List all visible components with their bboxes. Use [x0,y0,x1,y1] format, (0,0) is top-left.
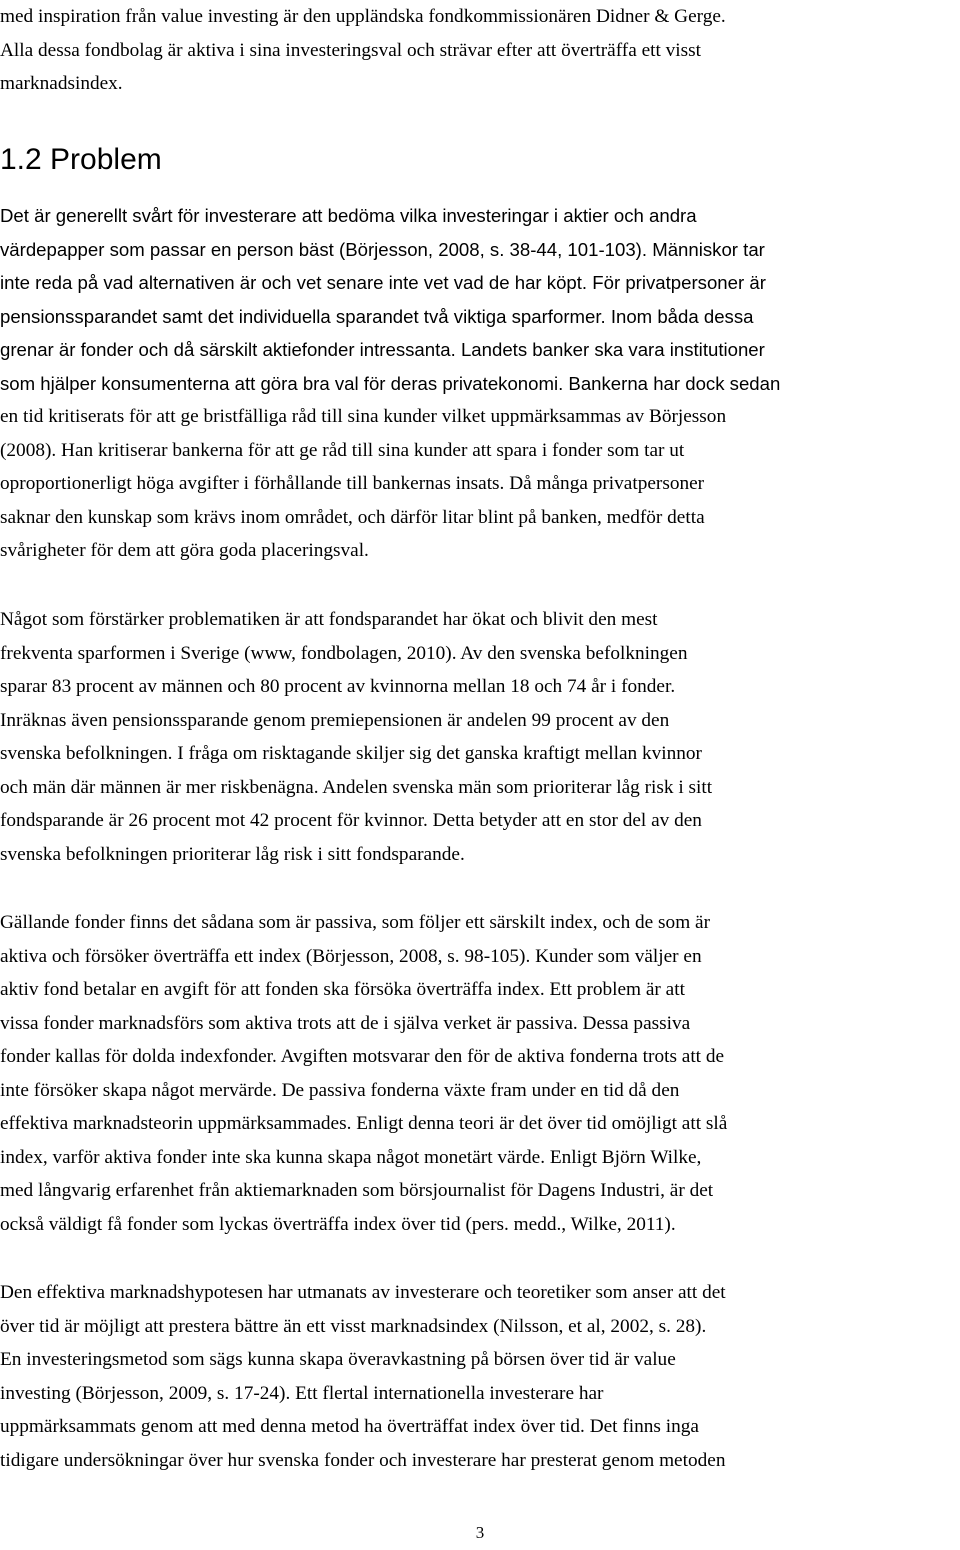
passive-funds-paragraph [0,906,727,1241]
text-line: som hjälper konsumenterna att göra bra val för deras privatekonomi. Bankerna har dock sedan [0,372,781,394]
market-hypothesis-paragraph [0,1276,726,1477]
text-line: Alla dessa fondbolag är aktiva i sina investeringsval och strävar efter att överträffa ett visst [0,39,702,61]
text-line: vissa fonder marknadsförs som aktiva trots att de i själva verket är passiva. Dessa passiva [0,1012,691,1034]
fund-saving-paragraph [0,603,712,871]
text-line: svenska befolkningen prioriterar låg risk i sitt fondsparande. [0,843,465,865]
text-line: aktiv fond betalar en avgift för att fonden ska försöka överträffa index. Ett problem är att [0,979,685,1000]
text-line: pensionssparandet samt det individuella sparandet två viktiga sparformer. Inom båda dessa [0,305,754,327]
text-line: frekventa sparformen i Sverige (www, fondbolagen, 2010). Av den svenska befolkningen [0,642,688,664]
text-line: Inräknas även pensionssparande genom premiepensionen är andelen 99 procent av den [0,709,670,731]
text-line: och män där männen är mer riskbenägna. Andelen svenska män som prioriterar låg risk i sitt [0,776,713,798]
text-line: (2008). Han kritiserar bankerna för att ge råd till sina kunder att spara i fonder som tar ut [0,439,685,461]
page-number: 3 [475,1523,485,1542]
text-line: med långvarig erfarenhet från aktiemarknaden som börsjournalist för Dagens Industri, är det [0,1180,714,1201]
text-line: aktiva och försöker överträffa ett index (Börjesson, 2008, s. 98-105). Kunder som väljer en [0,945,702,967]
problem-paragraph [0,199,780,568]
text-line: inte reda på vad alternativen är och vet senare inte vet vad de har köpt. För privatpersoner är [0,272,766,293]
text-line: svårigheter för dem att göra goda placeringsval. [0,540,369,561]
text-line: fondsparande är 26 procent mot 42 procent för kvinnor. Detta betyder att en stor del av den [0,810,702,831]
text-line: grenar är fonder och då särskilt aktiefonder intressanta. Landets banker ska vara institutioner [0,339,765,360]
text-line: värdepapper som passar en person bäst (Börjesson, 2008, s. 38-44, 101-103). Människor tar [0,238,765,260]
text-line: Den effektiva marknadshypotesen har utmanats av investerare och teoretiker som anser att det [0,1282,726,1303]
text-line: effektiva marknadsteorin uppmärksammades. Enligt denna teori är det över tid omöjligt att slå [0,1113,728,1134]
text-line: en tid kritiserats för att ge bristfälliga råd till sina kunder vilket uppmärksammas av Börjesson [0,406,727,427]
text-line: saknar den kunskap som krävs inom området, och därför litar blint på banken, medför detta [0,506,705,528]
text-line: oproportionerligt höga avgifter i förhållande till bankernas insats. Då många privatpersoner [0,473,705,494]
text-line: tidigare undersökningar över hur svenska fonder och investerare har presterat genom metoden [0,1449,726,1471]
text-line: också väldigt få fonder som lyckas överträffa index över tid (pers. medd., Wilke, 2011). [0,1213,676,1235]
text-line: index, varför aktiva fonder inte ska kunna skapa något monetärt värde. Enligt Björn Wilke, [0,1146,702,1168]
text-line: sparar 83 procent av männen och 80 procent av kvinnorna mellan 18 och 74 år i fonder. [0,676,676,697]
text-line: Något som förstärker problematiken är att fondsparandet har ökat och blivit den mest [0,609,658,630]
text-line: investing (Börjesson, 2009, s. 17-24). Ett flertal internationella investerare har [0,1382,604,1404]
text-line: fonder kallas för dolda indexfonder. Avgiften motsvarar den för de aktiva fonderna trots att de [0,1046,725,1067]
text-line: marknadsindex. [0,73,123,94]
section-heading: 1.2 Problem [0,143,162,176]
text-line: över tid är möjligt att prestera bättre än ett visst marknadsindex (Nilsson, et al, 2002, s. 28). [0,1315,707,1337]
text-line: uppmärksammats genom att med denna metod ha överträffat index över tid. Det finns inga [0,1416,699,1437]
intro-paragraph [0,0,726,101]
text-line: Det är generellt svårt för investerare att bedöma vilka investeringar i aktier och andra [0,205,697,226]
text-line: En investeringsmetod som sägs kunna skapa överavkastning på börsen över tid är value [0,1349,676,1370]
text-line: Gällande fonder finns det sådana som är passiva, som följer ett särskilt index, och de som är [0,912,710,933]
text-line: svenska befolkningen. I fråga om risktagande skiljer sig det ganska kraftigt mellan kvinnor [0,743,702,764]
text-line: inte försöker skapa något mervärde. De passiva fonderna växte fram under en tid då den [0,1079,680,1101]
text-line: med inspiration från value investing är den uppländska fondkommissionären Didner & Gerge. [0,6,726,27]
